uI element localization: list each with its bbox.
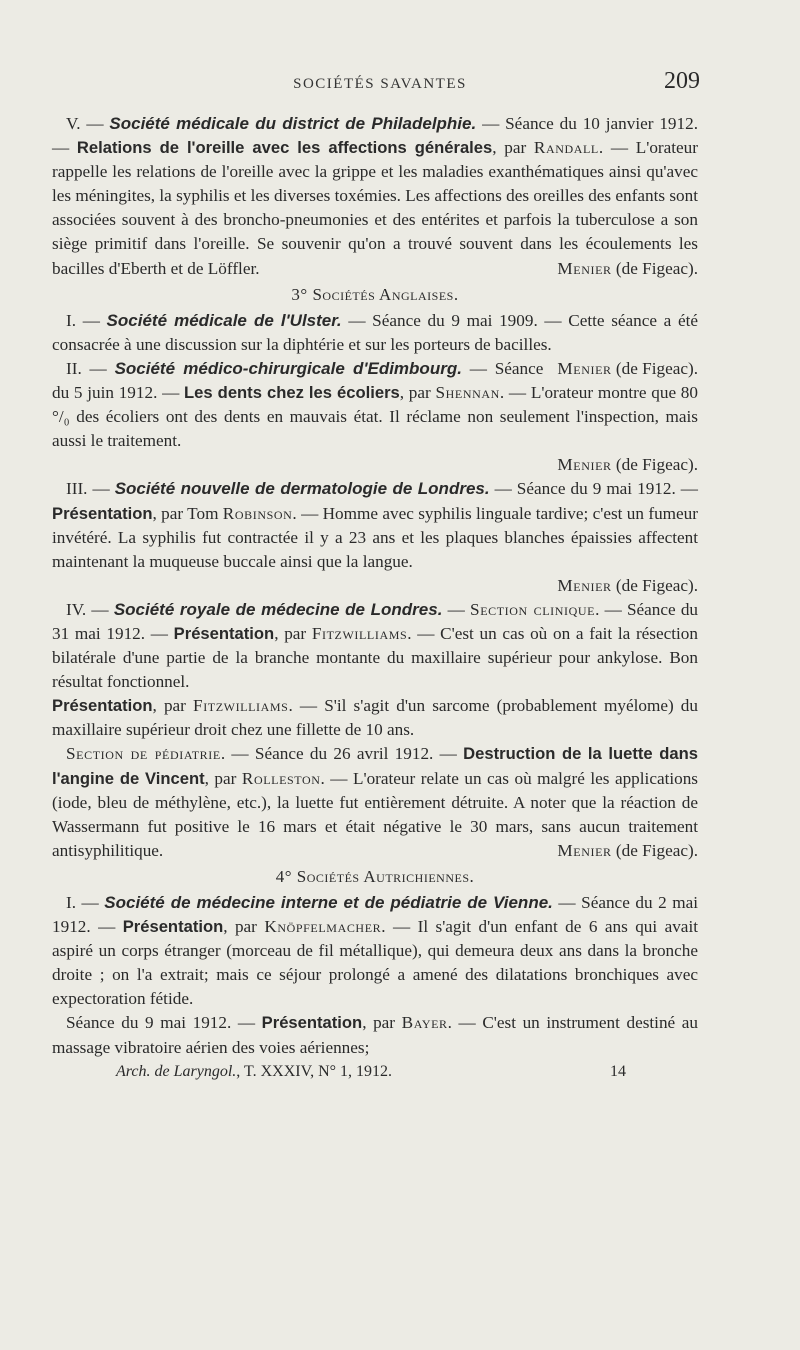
page-header [60, 64, 700, 100]
entry-text: , par Tom [152, 503, 223, 523]
entry-text: , par [492, 138, 534, 158]
entry-text: . — Séance du 26 avril 1912. — [220, 744, 464, 764]
section-name: Section clinique [470, 599, 596, 619]
section-heading-autrichiennes: 4° Sociétés Autrichiennes. [275, 866, 475, 886]
society-name: Société médico-chirurgicale d'Edimbourg. [114, 358, 462, 378]
society-name: Société nouvelle de dermatologie de Londres. [114, 479, 490, 499]
entry-text: — Séance du 5 juin 1912. — [52, 358, 544, 403]
entry-text: , par [362, 1013, 402, 1033]
entry-text: , par [274, 623, 312, 643]
section-name: Section de pédiatrie [66, 744, 221, 764]
section-heading-anglaises: 3° Sociétés Anglaises. [291, 284, 459, 304]
author-name: Rolleston [241, 768, 321, 788]
paper-title: Les dents chez les écoliers [184, 383, 400, 403]
signature [543, 257, 698, 281]
entry-text: . — L'orateur montre que 80 °/₀ des écoliers ont des dents en mauvais état. Il réclame non seulement l'inspection, mais aussi le traitement. [52, 383, 698, 451]
paper-title: Présentation [52, 696, 153, 716]
entry-text: . — L'orateur relate un cas où malgré les applications (iode, bleu de méthylène, etc.), la luette fut entièrement détruite. A noter que la réaction de Wassermann fut positive le 16 mars et était négative le 30 mars, sans aucun traitement antisyphilitique. [52, 768, 698, 860]
paper-title: Relations de l'oreille avec les affections générales [76, 138, 493, 158]
entry-philadelphia [52, 112, 698, 281]
author-name: Robinson [222, 503, 293, 523]
entry-numeral: IV. — [66, 599, 114, 619]
entry-text: . — C'est un instrument destiné au massage vibratoire aérien des voies aériennes; [52, 1013, 698, 1057]
entry-text: — Séance du 9 mai 1912. — [489, 479, 698, 499]
entry-text: — Séance du 10 janvier 1912. — [52, 114, 698, 158]
author-name: Knöpfelmacher [264, 917, 382, 937]
entry-text: — Séance du 9 mai 1909. — Cette séance a été consacrée à une discussion sur la diphtérie et sur les porteurs de bacilles. [52, 310, 699, 354]
signature-name: Menier [557, 840, 612, 860]
entry-vienne [52, 891, 698, 1011]
paper-title: Destruction de la luette dans l'angine de Vincent [52, 744, 698, 788]
entry-dermatologie [52, 477, 698, 597]
entry-numeral: I. — [66, 893, 105, 912]
signature-mark: 14 [610, 1062, 626, 1080]
signature-rest: (de Figeac). [611, 258, 698, 278]
entry-text: Séance du 9 mai 1912. — [66, 1013, 262, 1033]
entry-vienne-2 [52, 1011, 698, 1059]
page-number: 209 [664, 68, 700, 94]
signature [543, 839, 698, 863]
entry-text: — Séance du 2 mai 1912. — [52, 893, 698, 937]
author-name: Shennan [435, 383, 500, 403]
author-name: Fitzwilliams [193, 696, 289, 716]
entry-numeral: I. — [66, 310, 107, 330]
signature-rest: (de Figeac). [611, 455, 698, 475]
entry-text: . — Il s'agit d'un enfant de 6 ans qui avait aspiré un corps étranger (morceau de fil métallique), qui demeura deux ans dans la bronche droite ; on l'a extrait; mais ce séjour prolongé a amené des dilatations bronchiques avec expectoration fétide. [52, 917, 698, 1009]
society-name: Société de médecine interne et de pédiatrie de Vienne. [104, 893, 553, 912]
paper-title: Présentation [52, 503, 153, 523]
entry-text: . — S'il s'agit d'un sarcome (probablement myélome) du maxillaire supérieur droit chez une fillette de 10 ans. [52, 696, 698, 740]
entry-text: . — Homme avec syphilis linguale tardive; c'est un fumeur invétéré. La syphilis fut contractée il y a 23 ans et les plaques blanches épaissies affectent maintenant la muqueuse buccale ainsi que la langue. [52, 503, 698, 571]
author-name: Fitzwilliams [311, 623, 408, 643]
signature-rest: (de Figeac). [611, 358, 698, 378]
entry-text: , par [152, 696, 194, 716]
signature-rest: (de Figeac). [611, 840, 698, 860]
paper-title: Présentation [122, 917, 224, 937]
entry-text: . — L'orateur rappelle les relations de l'oreille avec la grippe et les maladies exanthématiques ainsi qu'avec les méningites, la syphilis et les diverses toxémies. Les affections des oreilles des enfants sont associées souvent à des broncho-pneumonies et des entérites et parfois la tuberculose a son siège primitif dans l'oreille. Se souvenir qu'on a trouvé souvent dans les écoulements les bacilles d'Eberth et de Löffler. [52, 138, 699, 278]
signature-name: Menier [557, 358, 612, 378]
author-name: Randall [533, 138, 599, 158]
entry-royale [52, 598, 698, 694]
paper-title: Présentation [173, 623, 275, 643]
journal-issue: , T. XXXIV, N° 1, 1912. [236, 1062, 393, 1080]
entry-text: , par [204, 768, 242, 788]
signature-name: Menier [557, 575, 612, 595]
page-footer [52, 1060, 698, 1084]
signature-rest: (de Figeac). [611, 575, 698, 595]
entry-pediatrie [52, 742, 698, 862]
running-title: SOCIÉTÉS SAVANTES [293, 76, 467, 92]
entry-royale-2 [52, 694, 698, 742]
entry-text: , par [223, 917, 265, 937]
signature-name: Menier [557, 258, 612, 278]
entry-text: , par [399, 383, 436, 403]
entry-numeral: II. — [66, 358, 115, 378]
entry-text: . — C'est un cas où on a fait la résection bilatérale d'une partie de la branche montante du maxillaire supérieur pour ankylose. Bon résultat fonctionnel. [52, 623, 698, 692]
society-name: Société médicale du district de Philadelphie. [109, 114, 477, 133]
signature [52, 574, 698, 598]
society-name: Société médicale de l'Ulster. [106, 310, 342, 330]
journal-name: Arch. de Laryngol. [116, 1062, 237, 1080]
entry-text: — [442, 599, 471, 619]
signature-name: Menier [557, 455, 612, 475]
entry-numeral: V. — [66, 114, 110, 133]
author-name: Bayer [401, 1013, 448, 1033]
page-body [52, 112, 698, 1084]
signature [543, 357, 698, 381]
entry-numeral: III. — [66, 479, 115, 499]
entry-text: . — Séance du 31 mai 1912. — [52, 599, 699, 643]
society-name: Société royale de médecine de Londres. [113, 599, 443, 619]
paper-title: Présentation [261, 1013, 363, 1033]
signature [52, 453, 698, 477]
